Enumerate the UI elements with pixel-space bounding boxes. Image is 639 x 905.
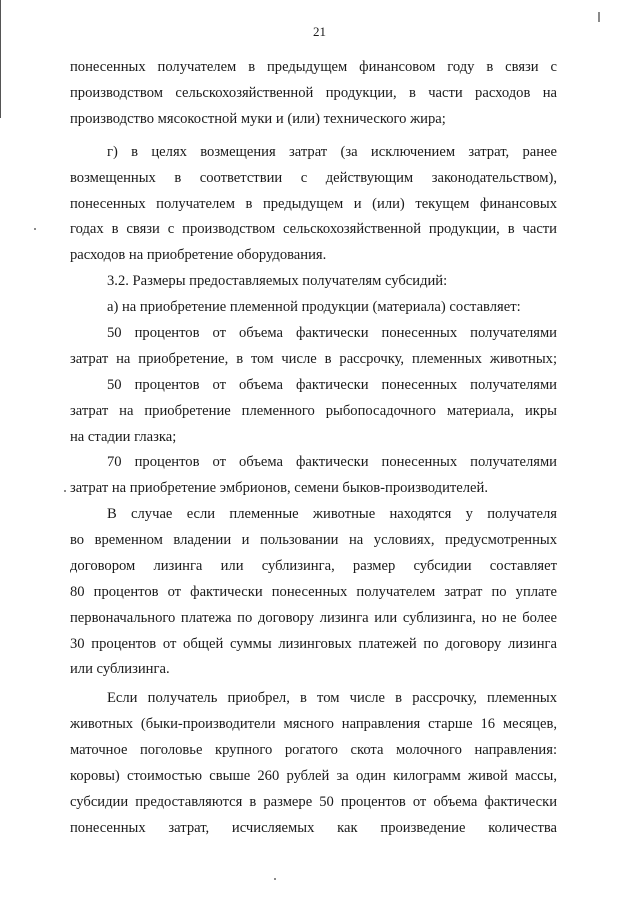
text-line: первоначального платежа по договору лизинга или сублизинга, но не более (70, 610, 557, 626)
text-line: производство мясокостной муки и (или) технического жира; (70, 111, 446, 127)
scan-speck (274, 878, 276, 880)
text-line: расходов на приобретение оборудования. (70, 247, 327, 263)
text-line: или сублизинга. (70, 661, 170, 677)
text-line: 50 процентов от объема фактически понесенных получателями (107, 377, 557, 393)
text-line: коровы) стоимостью свыше 260 рублей за один килограмм живой массы, (70, 768, 557, 784)
scan-speck (598, 12, 600, 22)
text-line: маточное поголовье крупного рогатого скота молочного направления: (70, 742, 557, 758)
text-line: понесенных затрат, исчисляемых как произведение количества (70, 820, 557, 836)
text-line: В случае если племенные животные находятся у получателя (107, 506, 557, 522)
scan-speck (64, 490, 66, 492)
text-line: 50 процентов от объема фактически понесенных получателями (107, 325, 557, 341)
text-line: понесенных получателем в предыдущем финансовом году в связи с (70, 59, 557, 75)
text-line: на стадии глазка; (70, 429, 177, 445)
text-line: возмещенных в соответствии с действующим законодательством), (70, 170, 557, 186)
text-line: понесенных получателем в предыдущем и (или) текущем финансовых (70, 196, 557, 212)
text-line: г) в целях возмещения затрат (за исключением затрат, ранее (107, 144, 557, 160)
text-line: годах в связи с производством сельскохозяйственной продукции, в части (70, 221, 557, 237)
text-line: а) на приобретение племенной продукции (материала) составляет: (107, 299, 521, 315)
page-number: 21 (313, 24, 326, 39)
text-line: субсидии предоставляются в размере 50 процентов от объема фактически (70, 794, 557, 810)
text-line: Если получатель приобрел, в том числе в рассрочку, племенных (107, 690, 557, 706)
text-line: животных (быки-производители мясного направления старше 16 месяцев, (70, 716, 557, 732)
text-line: затрат на приобретение племенного рыбопосадочного материала, икры (70, 403, 557, 419)
section-heading: 3.2. Размеры предоставляемых получателям субсидий: (107, 273, 448, 289)
text-line: договором лизинга или сублизинга, размер субсидии составляет (70, 558, 557, 574)
text-line: 80 процентов от фактически понесенных получателем затрат по уплате (70, 584, 557, 600)
text-line: производством сельскохозяйственной продукции, в части расходов на (70, 85, 557, 101)
text-line: 70 процентов от объема фактически понесенных получателями (107, 454, 557, 470)
text-line: во временном владении и пользовании на условиях, предусмотренных (70, 532, 557, 548)
text-line: затрат на приобретение, в том числе в рассрочку, племенных животных; (70, 351, 557, 367)
scan-edge-mark (0, 0, 1, 118)
text-line: 30 процентов от общей суммы лизинговых платежей по договору лизинга (70, 636, 557, 652)
scan-speck (34, 228, 36, 230)
text-line: затрат на приобретение эмбрионов, семени быков-производителей. (70, 480, 488, 496)
